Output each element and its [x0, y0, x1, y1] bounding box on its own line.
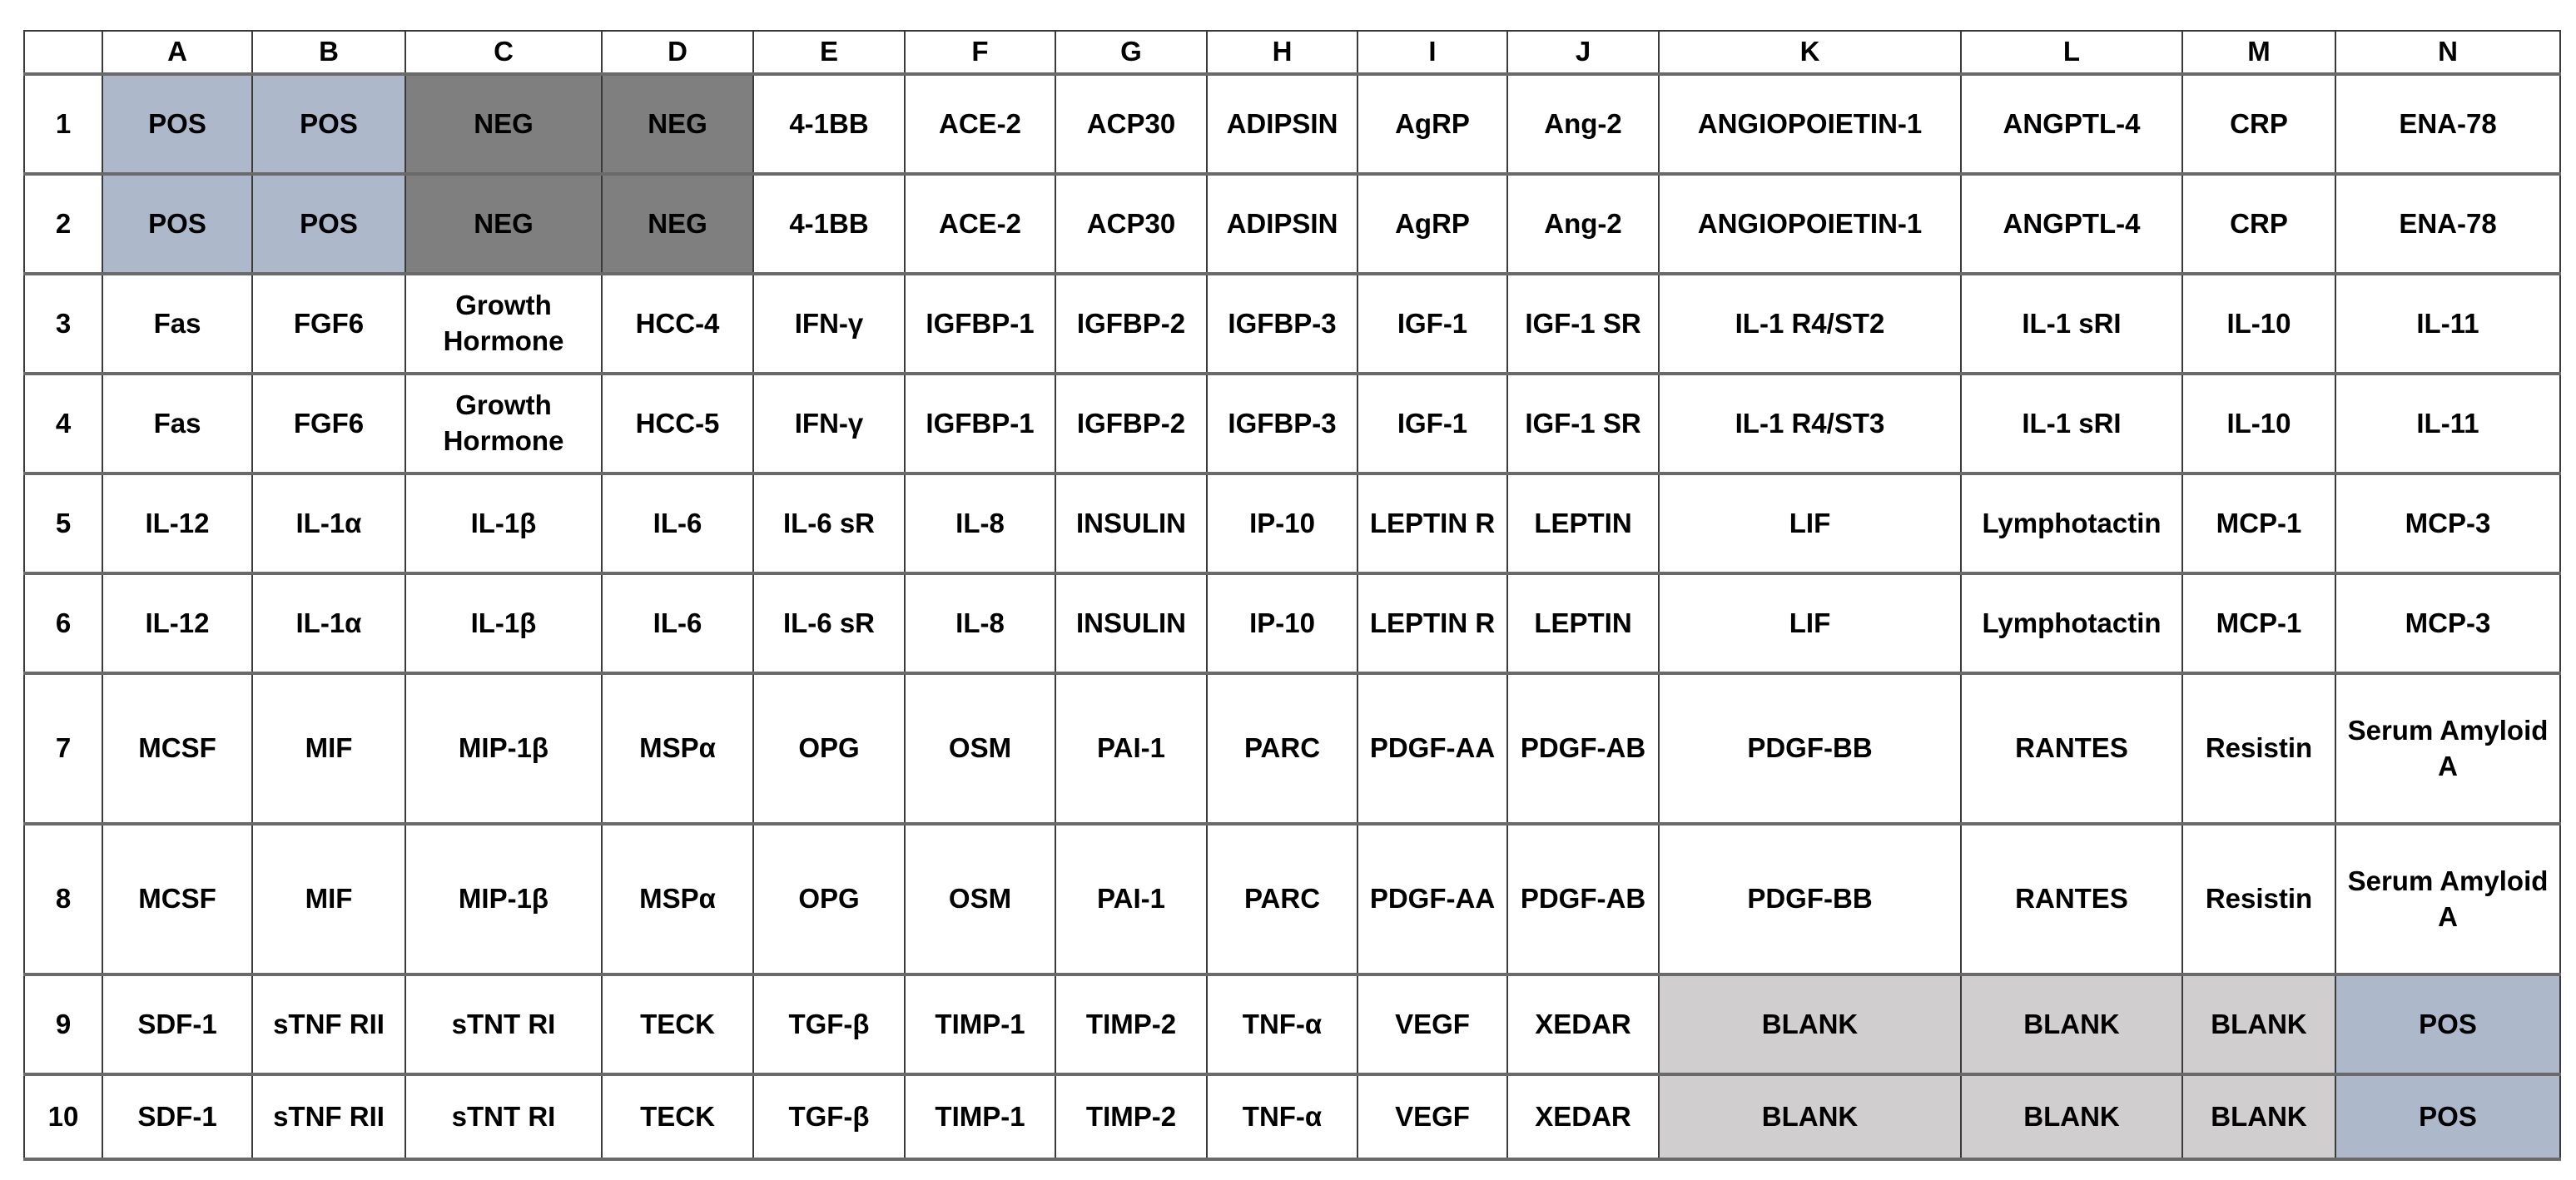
spot-cell: ANGIOPOIETIN-1 — [1659, 174, 1961, 274]
column-header-m: M — [2182, 31, 2335, 74]
spot-cell: Fas — [102, 274, 252, 374]
table-row — [24, 473, 2560, 573]
spot-cell: OPG — [753, 673, 905, 824]
row-header: 5 — [24, 473, 102, 573]
spot-cell: MIP-1β — [405, 824, 602, 974]
spot-cell: MIF — [252, 824, 405, 974]
spot-cell: IL-1 R4/ST3 — [1659, 374, 1961, 473]
spot-cell: LEPTIN — [1507, 473, 1659, 573]
row-header: 3 — [24, 274, 102, 374]
spot-cell: ACP30 — [1055, 74, 1207, 174]
spot-cell: MCP-3 — [2335, 573, 2560, 673]
spot-cell: BLANK — [1961, 974, 2182, 1074]
spot-cell: IGF-1 SR — [1507, 274, 1659, 374]
row-header: 9 — [24, 974, 102, 1074]
spot-cell: Serum Amyloid A — [2335, 824, 2560, 974]
spot-cell: AgRP — [1357, 74, 1507, 174]
spot-cell: BLANK — [2182, 974, 2335, 1074]
spot-cell: INSULIN — [1055, 573, 1207, 673]
spot-cell: OPG — [753, 824, 905, 974]
spot-cell: NEG — [602, 74, 753, 174]
column-header-c: C — [405, 31, 602, 74]
table-row — [24, 74, 2560, 174]
spot-cell: PDGF-BB — [1659, 824, 1961, 974]
spot-cell: 4-1BB — [753, 74, 905, 174]
spot-cell: LEPTIN — [1507, 573, 1659, 673]
spot-cell: IGFBP-1 — [905, 274, 1055, 374]
column-header-l: L — [1961, 31, 2182, 74]
column-header-n: N — [2335, 31, 2560, 74]
column-header-row — [24, 31, 2560, 74]
column-header-e: E — [753, 31, 905, 74]
spot-cell: IL-6 sR — [753, 573, 905, 673]
spot-cell: IGF-1 — [1357, 374, 1507, 473]
table-row — [24, 573, 2560, 673]
spot-cell: POS — [102, 174, 252, 274]
spot-cell: PAI-1 — [1055, 673, 1207, 824]
row-header: 4 — [24, 374, 102, 473]
spot-cell: RANTES — [1961, 673, 2182, 824]
spot-cell: POS — [102, 74, 252, 174]
spot-cell: Resistin — [2182, 673, 2335, 824]
column-header-g: G — [1055, 31, 1207, 74]
spot-cell: IGFBP-3 — [1207, 274, 1357, 374]
spot-cell: IL-11 — [2335, 374, 2560, 473]
spot-cell: SDF-1 — [102, 974, 252, 1074]
spot-cell: PDGF-AA — [1357, 824, 1507, 974]
column-header-a: A — [102, 31, 252, 74]
spot-cell: Growth Hormone — [405, 374, 602, 473]
table-row — [24, 274, 2560, 374]
spot-cell: ANGPTL-4 — [1961, 174, 2182, 274]
spot-cell: sTNF RII — [252, 974, 405, 1074]
table-row — [24, 1074, 2560, 1159]
spot-cell: PARC — [1207, 824, 1357, 974]
spot-cell: AgRP — [1357, 174, 1507, 274]
spot-cell: TGF-β — [753, 1074, 905, 1159]
spot-cell: FGF6 — [252, 374, 405, 473]
column-header-b: B — [252, 31, 405, 74]
spot-cell: ACE-2 — [905, 174, 1055, 274]
spot-cell: PDGF-AB — [1507, 824, 1659, 974]
spot-cell: TNF-α — [1207, 1074, 1357, 1159]
spot-cell: IGFBP-2 — [1055, 274, 1207, 374]
spot-cell: MCP-1 — [2182, 473, 2335, 573]
spot-cell: POS — [2335, 1074, 2560, 1159]
spot-cell: ADIPSIN — [1207, 74, 1357, 174]
spot-cell: VEGF — [1357, 1074, 1507, 1159]
spot-cell: Resistin — [2182, 824, 2335, 974]
spot-cell: LEPTIN R — [1357, 473, 1507, 573]
spot-cell: FGF6 — [252, 274, 405, 374]
spot-cell: LIF — [1659, 573, 1961, 673]
spot-cell: NEG — [602, 174, 753, 274]
spot-cell: HCC-4 — [602, 274, 753, 374]
spot-cell: IP-10 — [1207, 473, 1357, 573]
spot-cell: MIP-1β — [405, 673, 602, 824]
spot-cell: MCSF — [102, 824, 252, 974]
spot-cell: IL-10 — [2182, 374, 2335, 473]
spot-cell: IL-8 — [905, 573, 1055, 673]
spot-cell: PDGF-AA — [1357, 673, 1507, 824]
spot-cell: Fas — [102, 374, 252, 473]
spot-cell: CRP — [2182, 74, 2335, 174]
spot-cell: IL-1 R4/ST2 — [1659, 274, 1961, 374]
table-row — [24, 824, 2560, 974]
spot-cell: Ang-2 — [1507, 74, 1659, 174]
spot-cell: IP-10 — [1207, 573, 1357, 673]
spot-cell: Lymphotactin — [1961, 573, 2182, 673]
column-header-k: K — [1659, 31, 1961, 74]
spot-cell: IL-11 — [2335, 274, 2560, 374]
spot-cell: BLANK — [1659, 1074, 1961, 1159]
spot-cell: CRP — [2182, 174, 2335, 274]
column-header-i: I — [1357, 31, 1507, 74]
spot-cell: IL-12 — [102, 473, 252, 573]
spot-cell: IL-6 sR — [753, 473, 905, 573]
spot-cell: MSPα — [602, 824, 753, 974]
spot-cell: ANGIOPOIETIN-1 — [1659, 74, 1961, 174]
spot-cell: sTNF RII — [252, 1074, 405, 1159]
spot-cell: XEDAR — [1507, 1074, 1659, 1159]
spot-cell: INSULIN — [1055, 473, 1207, 573]
spot-cell: IL-1 sRI — [1961, 274, 2182, 374]
spot-cell: LEPTIN R — [1357, 573, 1507, 673]
spot-cell: IL-1α — [252, 573, 405, 673]
spot-cell: IGF-1 — [1357, 274, 1507, 374]
column-header-h: H — [1207, 31, 1357, 74]
spot-cell: IFN-γ — [753, 274, 905, 374]
spot-cell: OSM — [905, 673, 1055, 824]
row-header: 1 — [24, 74, 102, 174]
spot-cell: PDGF-BB — [1659, 673, 1961, 824]
row-header: 6 — [24, 573, 102, 673]
spot-cell: SDF-1 — [102, 1074, 252, 1159]
spot-cell: TIMP-1 — [905, 1074, 1055, 1159]
spot-cell: TNF-α — [1207, 974, 1357, 1074]
spot-cell: BLANK — [1659, 974, 1961, 1074]
spot-cell: OSM — [905, 824, 1055, 974]
spot-cell: TIMP-2 — [1055, 1074, 1207, 1159]
spot-cell: IL-8 — [905, 473, 1055, 573]
spot-cell: PDGF-AB — [1507, 673, 1659, 824]
spot-cell: IL-1 sRI — [1961, 374, 2182, 473]
spot-cell: ENA-78 — [2335, 74, 2560, 174]
spot-cell: TIMP-2 — [1055, 974, 1207, 1074]
spot-cell: POS — [252, 74, 405, 174]
corner-cell — [24, 31, 102, 74]
spot-cell: IL-6 — [602, 473, 753, 573]
spot-cell: IL-1β — [405, 573, 602, 673]
row-header: 2 — [24, 174, 102, 274]
spot-cell: sTNT RI — [405, 974, 602, 1074]
spot-cell: IGFBP-2 — [1055, 374, 1207, 473]
spot-cell: PARC — [1207, 673, 1357, 824]
spot-cell: IL-6 — [602, 573, 753, 673]
spot-cell: POS — [2335, 974, 2560, 1074]
spot-cell: HCC-5 — [602, 374, 753, 473]
spot-cell: IFN-γ — [753, 374, 905, 473]
column-header-f: F — [905, 31, 1055, 74]
column-header-j: J — [1507, 31, 1659, 74]
spot-cell: IL-1β — [405, 473, 602, 573]
row-header: 10 — [24, 1074, 102, 1159]
spot-cell: POS — [252, 174, 405, 274]
spot-cell: ANGPTL-4 — [1961, 74, 2182, 174]
table-row — [24, 374, 2560, 473]
spot-cell: MIF — [252, 673, 405, 824]
spot-cell: MCP-3 — [2335, 473, 2560, 573]
table-row — [24, 174, 2560, 274]
spot-cell: NEG — [405, 174, 602, 274]
spot-cell: BLANK — [1961, 1074, 2182, 1159]
spot-cell: Serum Amyloid A — [2335, 673, 2560, 824]
table-row — [24, 673, 2560, 824]
spot-cell: TECK — [602, 1074, 753, 1159]
spot-cell: VEGF — [1357, 974, 1507, 1074]
spot-cell: MSPα — [602, 673, 753, 824]
spot-cell: ENA-78 — [2335, 174, 2560, 274]
spot-cell: BLANK — [2182, 1074, 2335, 1159]
spot-cell: Growth Hormone — [405, 274, 602, 374]
spot-cell: IGF-1 SR — [1507, 374, 1659, 473]
spot-cell: NEG — [405, 74, 602, 174]
spot-cell: ACP30 — [1055, 174, 1207, 274]
spot-cell: TGF-β — [753, 974, 905, 1074]
spot-cell: RANTES — [1961, 824, 2182, 974]
row-header: 7 — [24, 673, 102, 824]
spot-cell: TIMP-1 — [905, 974, 1055, 1074]
spot-cell: MCP-1 — [2182, 573, 2335, 673]
column-header-d: D — [602, 31, 753, 74]
spot-cell: 4-1BB — [753, 174, 905, 274]
spot-cell: TECK — [602, 974, 753, 1074]
antibody-array-map — [23, 30, 2561, 1161]
spot-cell: IGFBP-3 — [1207, 374, 1357, 473]
spot-cell: IL-12 — [102, 573, 252, 673]
table-row — [24, 974, 2560, 1074]
spot-cell: XEDAR — [1507, 974, 1659, 1074]
spot-cell: sTNT RI — [405, 1074, 602, 1159]
spot-cell: IL-1α — [252, 473, 405, 573]
spot-cell: Lymphotactin — [1961, 473, 2182, 573]
spot-cell: ACE-2 — [905, 74, 1055, 174]
spot-cell: LIF — [1659, 473, 1961, 573]
spot-cell: IL-10 — [2182, 274, 2335, 374]
row-header: 8 — [24, 824, 102, 974]
spot-cell: Ang-2 — [1507, 174, 1659, 274]
spot-cell: ADIPSIN — [1207, 174, 1357, 274]
spot-cell: MCSF — [102, 673, 252, 824]
spot-cell: PAI-1 — [1055, 824, 1207, 974]
spot-cell: IGFBP-1 — [905, 374, 1055, 473]
